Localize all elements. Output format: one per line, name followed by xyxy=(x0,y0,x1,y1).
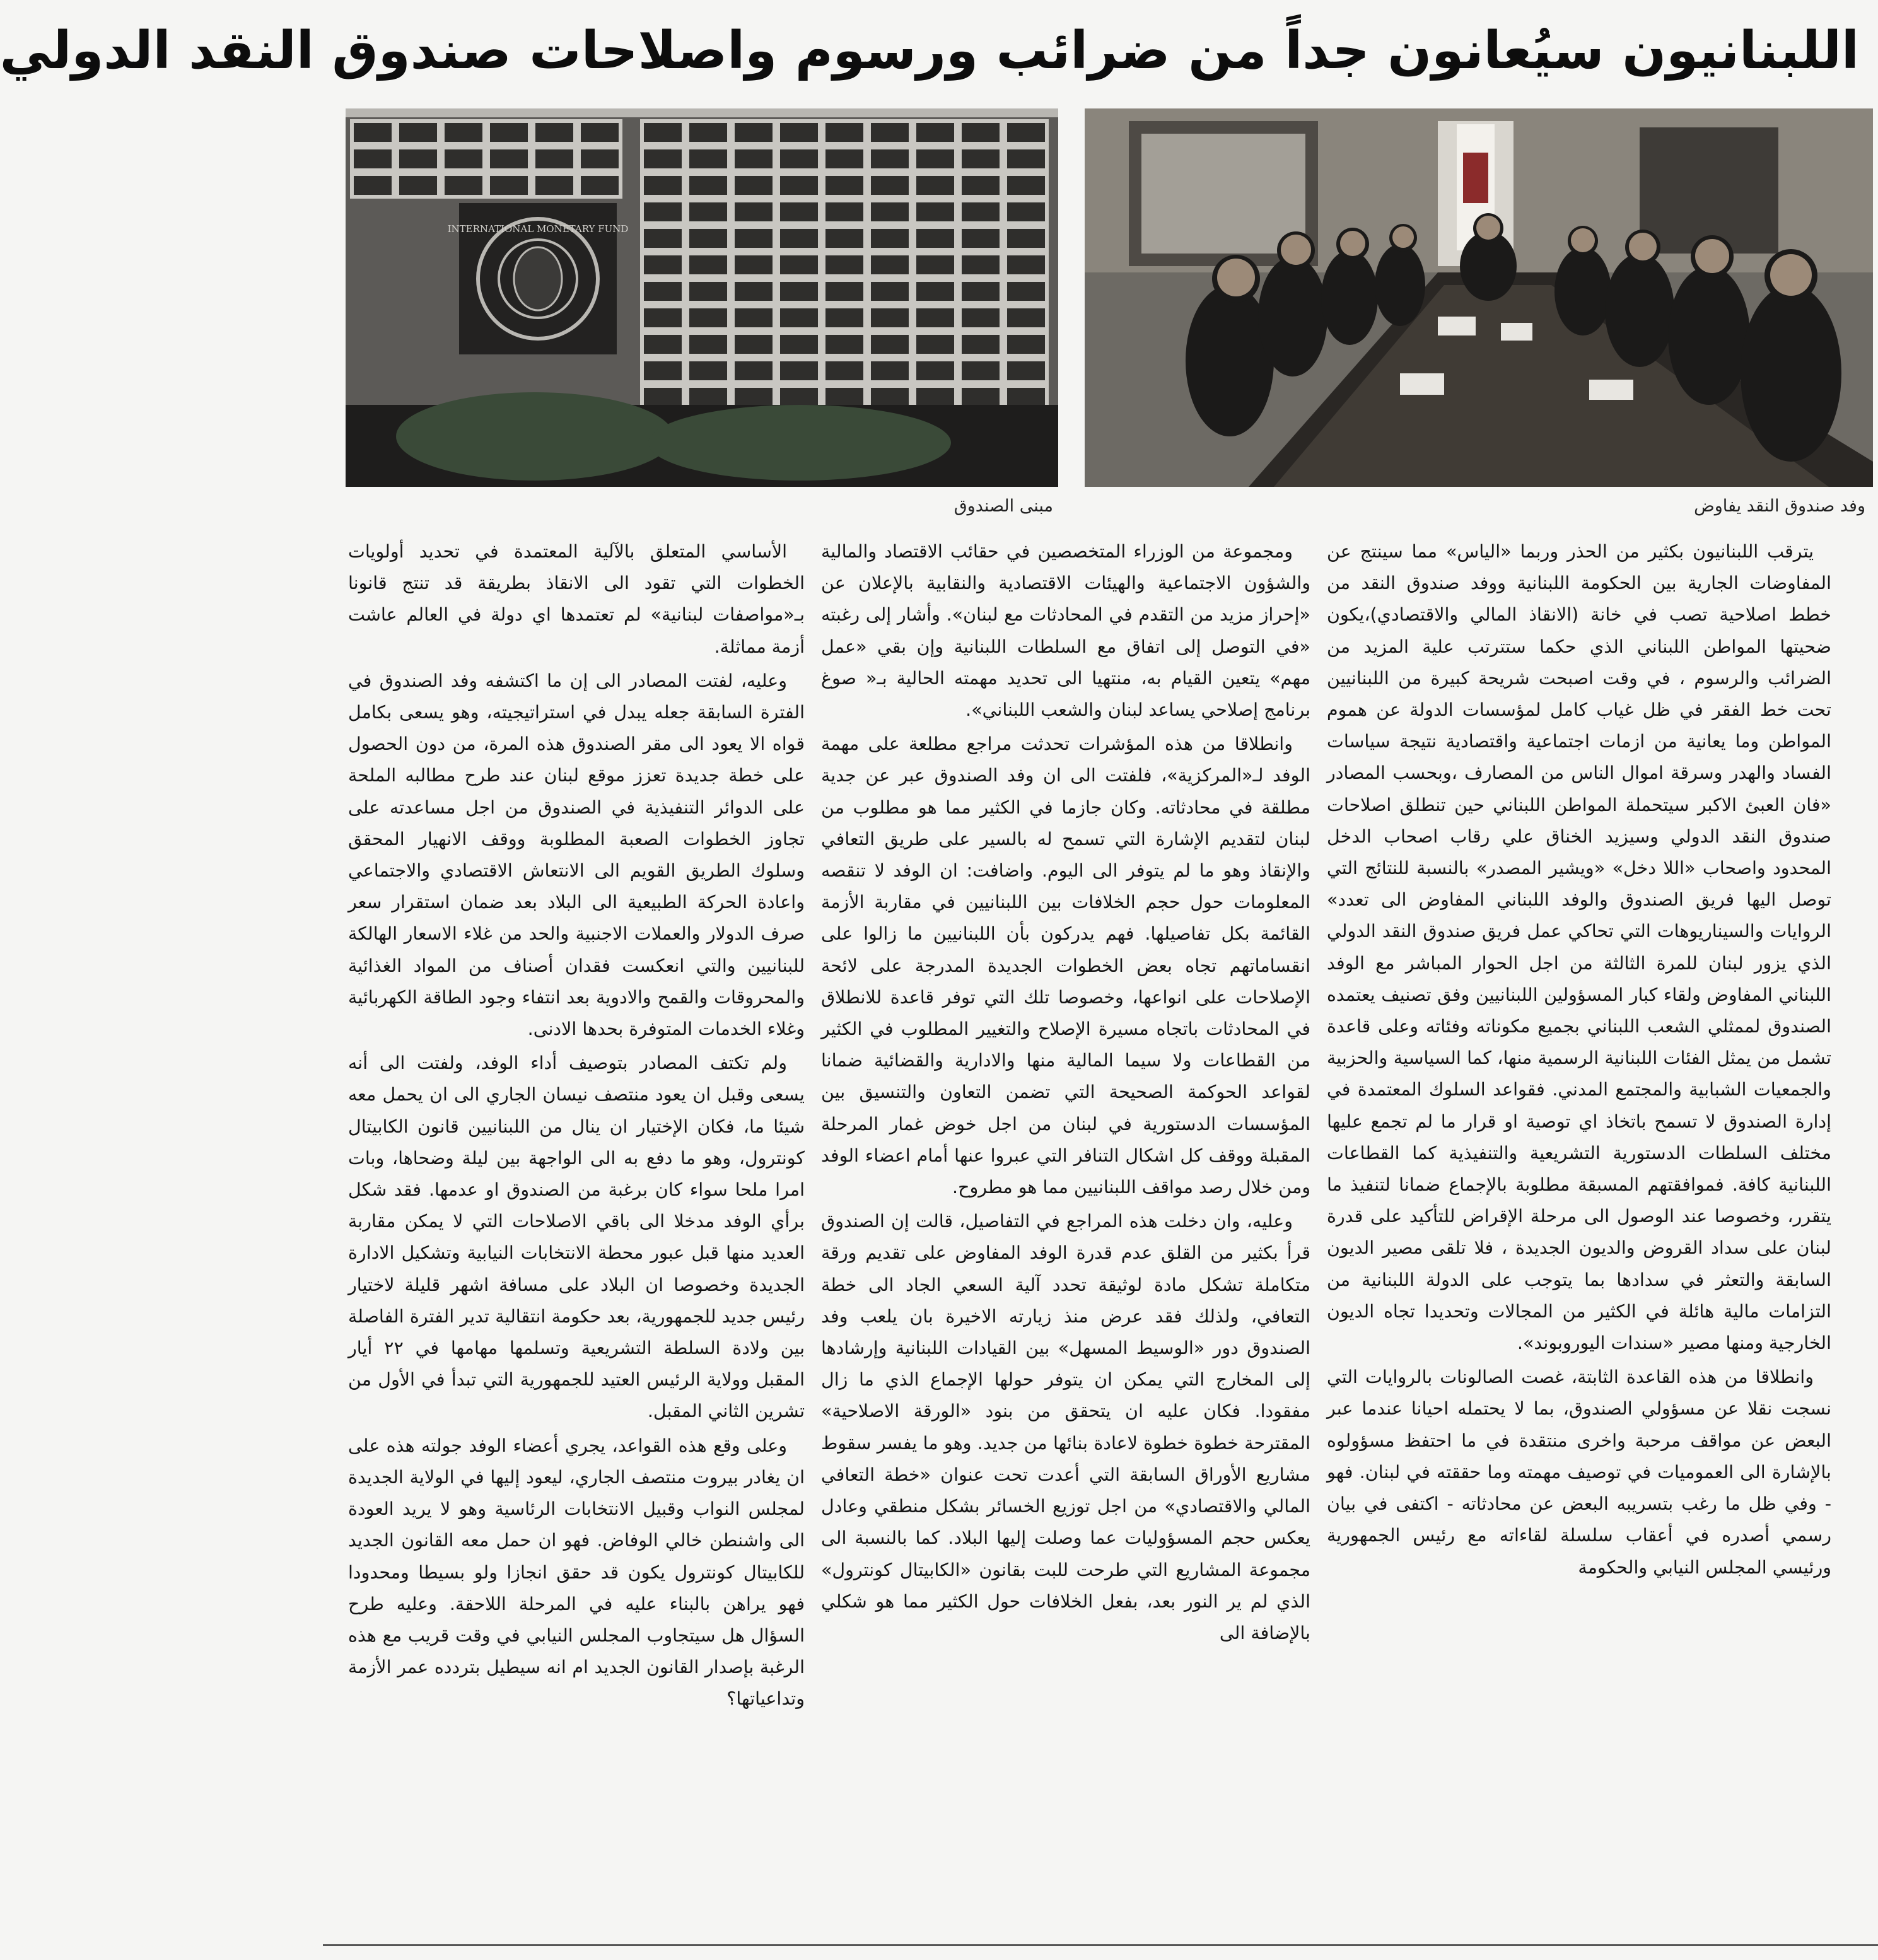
building-window xyxy=(1005,174,1047,197)
building-window xyxy=(397,148,439,170)
building-window xyxy=(960,201,1001,223)
article-column-left xyxy=(348,536,805,1917)
building-window xyxy=(579,148,621,170)
paragraph: وانطلاقا من هذه القاعدة الثابتة، غصت الصالونات بالروايات التي نسجت نقلا عن مسؤولي الصندوق، بما لا يحتمله احيانا عندما عبر البعض عن مواقف مرحبة واخرى منتقدة في ما احتفظ مسؤولوه بالإشارة الى العموميات في توصيف مهمته وما حققته في لبنان. فهو - وفي ظل ما رغب بتسريبه البعض عن محادثاته - اكتفى في بيان رسمي أصدره في أعقاب سلسلة لقاءاته مع رئيس الجمهورية ورئيسي المجلس النيابي والحكومة xyxy=(1327,1367,1831,1578)
building-window xyxy=(914,254,956,276)
article-column-right xyxy=(1327,536,1831,1917)
building-window xyxy=(914,148,956,170)
paragraph: ولم تكتف المصادر بتوصيف أداء الوفد، ولفتت الى أنه يسعى وقبل ان يعود منتصف نيسان الجاري الى ان يحمل معه شيئا ما، فكان الإختيار ان ينال من اللبنانيين قانون الكابيتال كونترول، وهو ما دفع به الى الواجهة بين ليلة وضحاها، وبات امرا ملحا سواء كان برغبة من الصندوق او عدمها. فقد شكل برأي الوفد مدخلا الى باقي الاصلاحات التي لا يمكن مقاربة العديد منها قبل عبور محطة الانتخابات النيابية وتشكيل الادارة الجديدة وخصوصا ان البلاد على مسافة اشهر قليلة لاختيار رئيس جديد للجمهورية، بعد حكومة انتقالية تدير الفترة الفاصلة بين ولادة السلطة التشريعية وتسلمها مهامها في ٢٢ أيار المقبل وولاية الرئيس العتيد للجمهورية التي تبدأ في الأول من تشرين الثاني المقبل. xyxy=(348,1053,805,1422)
paragraph: الأساسي المتعلق بالآلية المعتمدة في تحديد أولويات الخطوات التي تقود الى الانقاذ بطريقة قد تنتج قانونا بـ«مواصفات لبنانية» لم تعتمدها اي دولة في العالم عاشت أزمة مماثلة. xyxy=(348,541,805,657)
building-window xyxy=(869,254,911,276)
building-window xyxy=(960,306,1001,329)
building-window xyxy=(1005,201,1047,223)
building-window xyxy=(1005,306,1047,329)
building-window xyxy=(914,227,956,250)
building-window xyxy=(443,148,484,170)
building-window xyxy=(869,280,911,303)
building-window xyxy=(733,121,774,144)
article-column-middle xyxy=(821,536,1310,1917)
building-window xyxy=(642,306,684,329)
building-window xyxy=(642,254,684,276)
headline: اللبنانيون سيُعانون جداً من ضرائب ورسوم واصلاحات صندوق النقد الدولي xyxy=(0,21,1859,81)
building-window xyxy=(642,333,684,356)
building-window xyxy=(733,359,774,382)
meeting-photo-caption: وفد صندوق النقد يفاوض xyxy=(1694,496,1865,516)
building-window xyxy=(960,121,1001,144)
building-window xyxy=(778,280,820,303)
building-window xyxy=(687,227,729,250)
building-window xyxy=(687,174,729,197)
building-window xyxy=(733,254,774,276)
building-window xyxy=(352,174,394,197)
building-window xyxy=(824,359,865,382)
building-window xyxy=(960,254,1001,276)
building-window xyxy=(687,201,729,223)
building-window xyxy=(1005,227,1047,250)
building-window xyxy=(1005,359,1047,382)
building-window xyxy=(733,174,774,197)
paragraph: ومجموعة من الوزراء المتخصصين في حقائب الاقتصاد والمالية والشؤون الاجتماعية والهيئات الاقتصادية والنقابية بالإعلان عن «إحراز مزيد من التقدم في المحادثات مع لبنان». وأشار إلى رغبته «في التوصل إلى اتفاق مع السلطات اللبنانية وإن بقي «عمل مهم» يتعين القيام به، منتهيا الى تحديد مهمته الحالية بـ« صوغ برنامج إصلاحي يساعد لبنان والشعب اللبناني». xyxy=(821,541,1310,721)
building-window xyxy=(869,201,911,223)
bottom-rule xyxy=(323,1944,1878,1946)
building-window xyxy=(687,333,729,356)
building-photo xyxy=(346,108,1058,487)
building-window xyxy=(824,280,865,303)
building-window xyxy=(642,148,684,170)
building-window xyxy=(960,333,1001,356)
building-window xyxy=(733,333,774,356)
building-window xyxy=(579,121,621,144)
paragraph: يترقب اللبنانيون بكثير من الحذر وربما «الياس» مما سينتج عن المفاوضات الجارية بين الحكومة اللبنانية ووفد صندوق النقد من خطط اصلاحية تصب في خانة (الانقاذ المالي والاقتصادي)،يكون ضحيتها المواطن اللبناني الذي حكما ستترتب علية المزيد من الضرائب والرسوم ، في وقت اصبحت شريحة كبيرة من اللبنانيين تحت خط الفقر في ظل غياب كامل لمؤسسات الدولة عن هموم المواطن وما يعانية من ازمات اجتماعية واقتصادية نتيجة سياسات الفساد والهدر وسرقة اموال الناس من المصارف ،وبحسب المصادر «فان العبئ الاكبر سيتحملة المواطن اللبناني حين تنطلق اصلاحات صندوق النقد الدولي وسيزيد الخناق علي رقاب اصحاب الدخل المحدود واصحاب «اللا دخل» «ويشير المصدر» بالنسبة للنتائج التي توصل اليها فريق الصندوق والوفد اللبناني المفاوض الى تعدد» الروايات والسيناريوهات التي تحاكي عمل فريق صندوق النقد الدولي الذي يزور لبنان للمرة الثالثة من اجل الحوار المباشر مع الوفد اللبناني المفاوض ولقاء كبار المسؤولين اللبنانيين وفق تصنيف يعتمده الصندوق لممثلي الشعب اللبناني بجميع مكوناته وفئاته وعلى قاعدة تشمل من يمثل الفئات اللبنانية الرسمية منها، كما السياسية والحزبية والجمعيات الشبابية والمجتمع المدني. فقواعد السلوك المعتمدة في إدارة الصندوق لا تسمح باتخاذ اي توصية او قرار ما لم تجمع عليها مختلف السلطات الدستورية التشريعية والتنفيذية كما القطاعات اللبنانية كافة. فموافقتهم المسبقة مطلوبة بالإجماع ضمانا لتنفيذ ما يتقرر، وخصوصا عند الوصول الى مرحلة الإقراض للتأكيد على قدرة لبنان على سداد القروض والديون الجديدة ، فلا تلقى مصير الديون السابقة والتعثر في سدادها بما يتوجب على الدولة اللبنانية من التزامات مالية هائلة في الكثير من المجالات وتحديدا تجاه الديون الخارجية ومنها مصير «سندات اليوروبوند». xyxy=(1327,541,1831,1354)
building-window xyxy=(778,254,820,276)
building-window xyxy=(687,254,729,276)
building-window xyxy=(778,121,820,144)
building-window xyxy=(443,174,484,197)
building-window xyxy=(869,121,911,144)
building-window xyxy=(869,148,911,170)
building-window xyxy=(687,121,729,144)
building-window xyxy=(488,148,530,170)
building-window xyxy=(778,359,820,382)
building-window xyxy=(687,306,729,329)
building-window xyxy=(443,121,484,144)
building-window xyxy=(488,121,530,144)
building-window xyxy=(1005,148,1047,170)
building-window xyxy=(914,174,956,197)
building-window xyxy=(642,201,684,223)
building-window xyxy=(687,148,729,170)
building-window xyxy=(733,148,774,170)
building-window xyxy=(778,227,820,250)
building-window xyxy=(914,333,956,356)
building-window xyxy=(914,280,956,303)
building-window xyxy=(869,227,911,250)
building-window xyxy=(824,306,865,329)
building-window xyxy=(960,280,1001,303)
building-window xyxy=(1005,121,1047,144)
building-window xyxy=(778,148,820,170)
building-window xyxy=(869,359,911,382)
building-window xyxy=(534,148,575,170)
building-window xyxy=(824,333,865,356)
seal-lettering: INTERNATIONAL MONETARY FUND xyxy=(447,223,629,235)
paragraph: وانطلاقا من هذه المؤشرات تحدثت مراجع مطلعة على مهمة الوفد لـ«المركزية»، فلفتت الى ان وفد الصندوق عبر عن جدية مطلقة في محادثاته. وكان جازما في الكثير مما هو مطلوب من لبنان لتقديم الإشارة التي تسمح له بالسير على طريق التعافي والإنقاذ وهو ما لم يتوفر الى اليوم. واضافت: ان الوفد لا تنقصه المعلومات حول حجم الخلافات بين اللبنانيين في مقاربة الأزمة القائمة بكل تفاصيلها. فهم يدركون بأن اللبنانيين ما زالوا على انقساماتهم تجاه بعض الخطوات الجديدة المدرجة على لائحة الإصلاحات على انواعها، وخصوصا تلك التي توفر قاعدة للانطلاق في المحادثات باتجاه مسيرة الإصلاح والتغيير المطلوب في الكثير من القطاعات ولا سيما المالية منها والادارية والقضائية ضمانا لقواعد الحوكمة الصحيحة التي تضمن التعاون والتنسيق بين المؤسسات الدستورية في لبنان من اجل خوض غمار المرحلة المقبلة ووقف كل اشكال التنافر التي عبروا عنها أمام اعضاء الوفد ومن خلال رصد مواقف اللبنانيين مما هو مطروح. xyxy=(821,733,1310,1198)
building-window xyxy=(642,121,684,144)
building-window xyxy=(778,174,820,197)
building-window xyxy=(352,121,394,144)
building-window xyxy=(869,333,911,356)
paragraph: وعليه، وان دخلت هذه المراجع في التفاصيل، قالت إن الصندوق قرأ بكثير من القلق عدم قدرة الوفد المفاوض على تقديم ورقة متكاملة تشكل مادة لوثيقة تحدد آلية السعي الجاد الى خطة التعافي، ولذلك فقد عرض منذ زيارته الاخيرة بان يلعب وفد الصندوق دور «الوسيط المسهل» بين القيادات اللبنانية وإرشادها إلى المخارج التي يمكن ان يتوفر حولها الإجماع الذي ما زال مفقودا. فكان عليه ان يتحقق من بنود «الورقة الاصلاحية» المقترحة خطوة خطوة لاعادة بنائها من جديد. وهو ما يفسر سقوط مشاريع الأوراق السابقة التي أعدت تحت عنوان «خطة التعافي المالي والاقتصادي» من اجل توزيع الخسائر بشكل منطقي وعادل يعكس حجم المسؤوليات عما وصلت إليها البلاد. كما بالنسبة الى مجموعة المشاريع التي طرحت للبت بقانون «الكابيتال كونترول» الذي لم ير النور بعد، بفعل الخلافات حول الكثير مما هو شكلي بالإضافة الى xyxy=(821,1211,1310,1643)
building-window xyxy=(914,359,956,382)
building-window xyxy=(1005,333,1047,356)
building-window xyxy=(642,227,684,250)
building-window xyxy=(914,121,956,144)
building-window xyxy=(687,359,729,382)
building-window xyxy=(579,174,621,197)
building-window xyxy=(824,174,865,197)
building-window xyxy=(914,201,956,223)
building-photo-caption: مبنى الصندوق xyxy=(954,496,1053,516)
building-window xyxy=(397,121,439,144)
building-window xyxy=(642,280,684,303)
building-window xyxy=(1005,254,1047,276)
building-window xyxy=(824,201,865,223)
building-window xyxy=(488,174,530,197)
building-window xyxy=(960,148,1001,170)
building-window xyxy=(733,201,774,223)
paragraph: وعلى وقع هذه القواعد، يجري أعضاء الوفد جولته هذه على ان يغادر بيروت منتصف الجاري، ليعود إليها في الولاية الجديدة لمجلس النواب وقبيل الانتخابات الرئاسية وهو لا يريد العودة الى واشنطن خالي الوفاض. فهو ان حمل معه القانون الجديد للكابيتال كونترول يكون قد حقق انجازا ولو بسيطا ومحدودا فهو يراهن بالبناء عليه في المرحلة اللاحقة. وعليه طرح السؤال هل سيتجاوب المجلس النيابي في وقت قريب مع هذه الرغبة بإصدار القانون الجديد ام انه سيطيل بتردده عمر الأزمة وتداعياتها؟ xyxy=(348,1435,805,1710)
building-window xyxy=(642,359,684,382)
building-window xyxy=(352,148,394,170)
paragraph: وعليه، لفتت المصادر الى إن ما اكتشفه وفد الصندوق في الفترة السابقة جعله يبدل في استراتيجيته، وهو يسعى بكامل قواه الا يعود الى مقر الصندوق هذه المرة، من دون الحصول على خطة جديدة تعزز موقع لبنان عند طرح مطالبه الملحة على الدوائر التنفيذية في الصندوق من اجل مساعدته على تجاوز الخطوات الصعبة المطلوبة ووقف الانهيار المحقق وسلوك الطريق القويم الى الانتعاش الاقتصادي والاجتماعي واعادة الحركة الطبيعية الى البلاد بعد ضمان استقرار سعر صرف الدولار والعملات الاجنبية والحد من غلاء الاسعار الهالكة للبنانيين والتي انعكست فقدان أصناف من المواد الغذائية والمحروقات والقمح والادوية بعد انتفاء وجود الطاقة الكهربائية وغلاء الخدمات المتوفرة بحدها الادنى. xyxy=(348,670,805,1040)
building-window xyxy=(824,227,865,250)
building-window xyxy=(960,227,1001,250)
building-window xyxy=(960,174,1001,197)
building-window xyxy=(687,280,729,303)
building-window xyxy=(778,201,820,223)
building-window xyxy=(824,254,865,276)
building-window xyxy=(914,306,956,329)
building-window xyxy=(778,333,820,356)
building-window xyxy=(642,174,684,197)
building-window xyxy=(778,306,820,329)
building-window xyxy=(733,280,774,303)
building-window xyxy=(869,306,911,329)
building-window xyxy=(1005,280,1047,303)
building-window xyxy=(733,306,774,329)
meeting-photo xyxy=(1085,108,1873,487)
building-window xyxy=(960,359,1001,382)
building-window xyxy=(534,174,575,197)
building-window xyxy=(733,227,774,250)
building-window xyxy=(869,174,911,197)
building-window xyxy=(397,174,439,197)
building-window xyxy=(824,121,865,144)
building-window xyxy=(534,121,575,144)
building-window xyxy=(824,148,865,170)
